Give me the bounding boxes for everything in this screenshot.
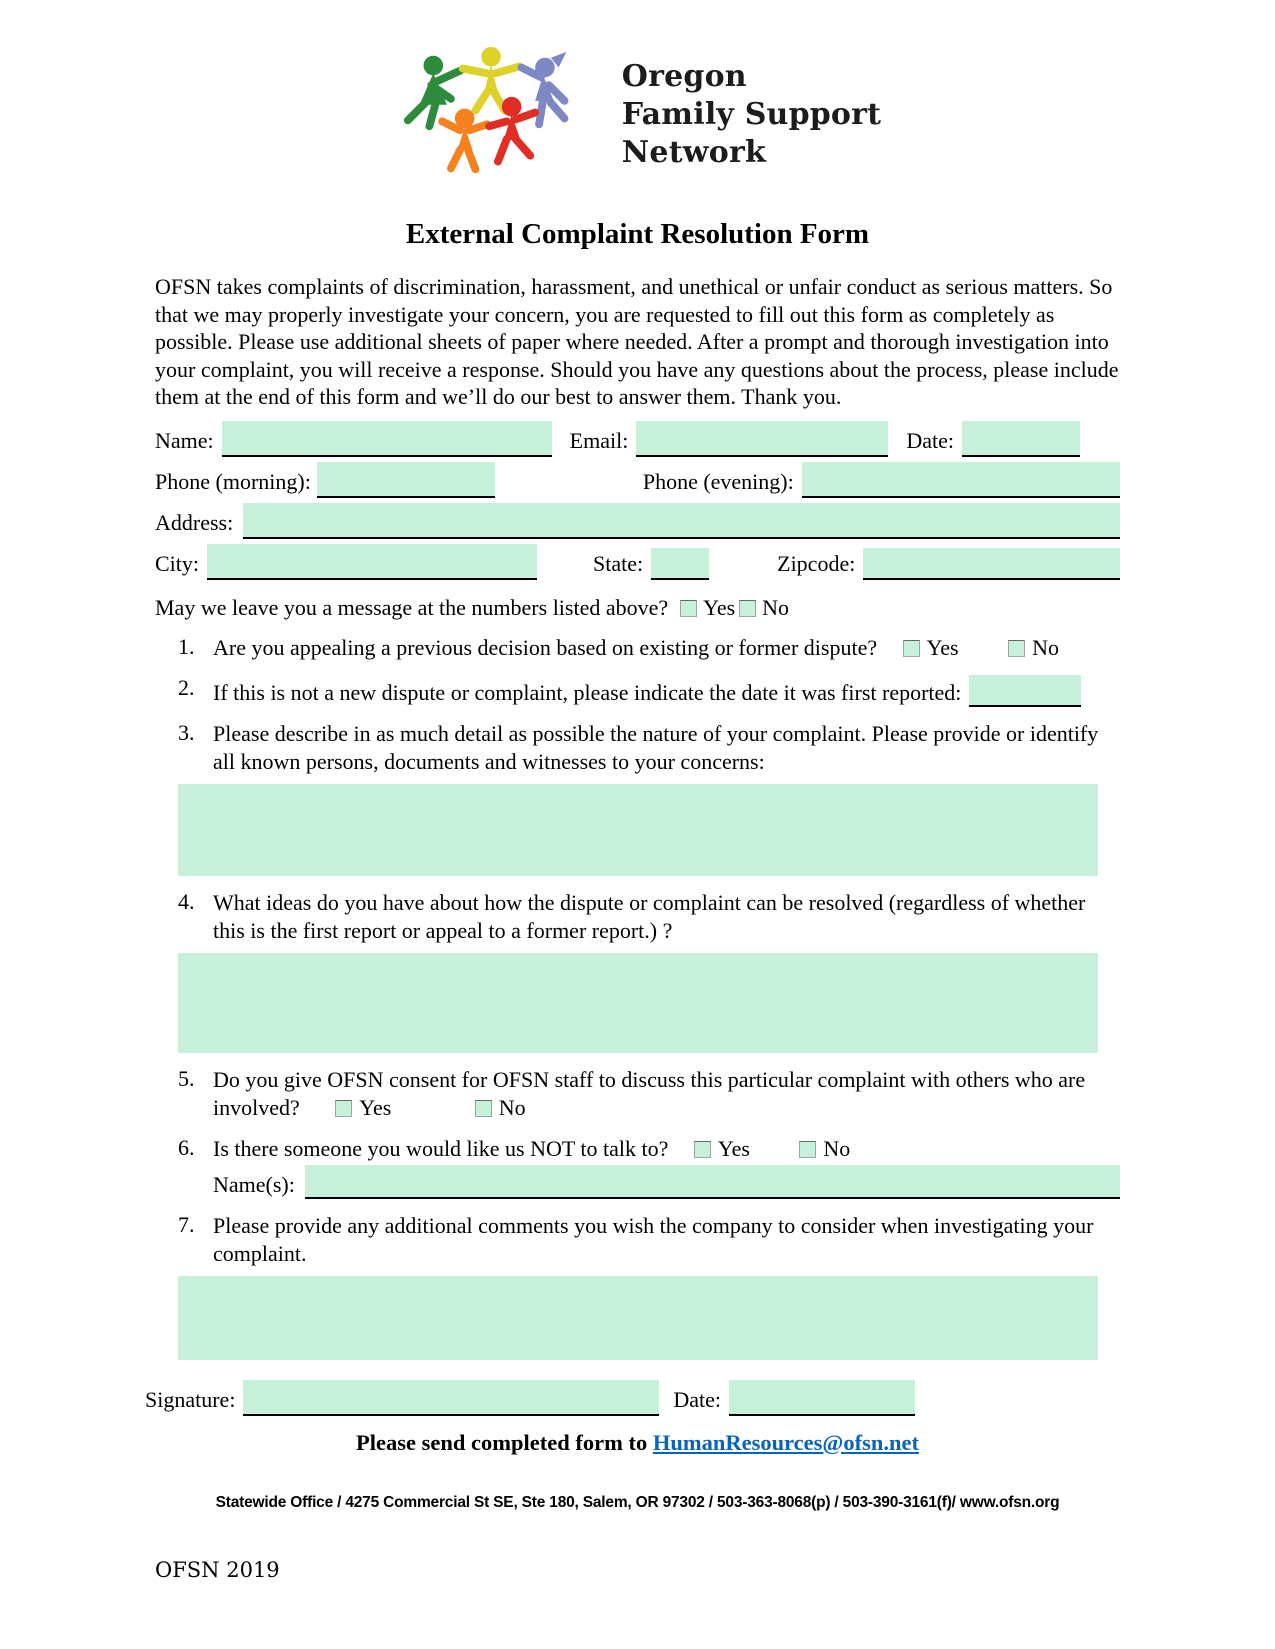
- phone-evening-label: Phone (evening):: [642, 468, 794, 494]
- question-1: [178, 634, 1120, 662]
- name-label: Name:: [155, 427, 214, 453]
- q1-no-checkbox[interactable]: [1008, 640, 1025, 657]
- question-7-text: Please provide any additional comments you wish the company to consider when investigating your complaint.: [213, 1212, 1094, 1266]
- date-field[interactable]: [962, 421, 1080, 457]
- state-field[interactable]: [651, 548, 709, 580]
- send-instruction-prefix: Please send completed form to: [356, 1429, 653, 1455]
- q6-no-label: No: [823, 1135, 851, 1161]
- brand-line-1: Oregon: [621, 59, 747, 94]
- question-7-number: 7.: [178, 1211, 195, 1237]
- question-5-number: 5.: [178, 1065, 195, 1091]
- header: [0, 0, 1275, 186]
- brand-line-2: Family Support: [621, 97, 882, 132]
- q3-details-textarea[interactable]: [178, 784, 1098, 876]
- date-label: Date:: [906, 427, 954, 453]
- q4-resolution-textarea[interactable]: [178, 953, 1098, 1053]
- question-4: [178, 889, 1120, 945]
- q5-no-checkbox[interactable]: [475, 1100, 492, 1117]
- question-3-text: Please describe in as much detail as possible the nature of your complaint. Please provide or identify all known persons, documents and witnesses to your concerns:: [213, 720, 1099, 774]
- question-2: [178, 675, 1120, 707]
- question-6: [178, 1135, 1120, 1199]
- q6-names-label: Name(s):: [213, 1171, 295, 1197]
- q6-no-checkbox[interactable]: [799, 1141, 816, 1158]
- question-5: [178, 1066, 1120, 1122]
- hr-email-link[interactable]: HumanResources@ofsn.net: [652, 1429, 919, 1455]
- message-yes-checkbox[interactable]: [680, 600, 697, 617]
- q2-date-reported-field[interactable]: [969, 675, 1081, 707]
- signature-label: Signature:: [145, 1386, 236, 1412]
- q6-yes-checkbox[interactable]: [694, 1141, 711, 1158]
- state-label: State:: [593, 550, 644, 576]
- phone-evening-field[interactable]: [802, 462, 1120, 498]
- q1-yes-label: Yes: [926, 634, 959, 660]
- email-field[interactable]: [636, 421, 888, 457]
- email-label: Email:: [569, 427, 629, 453]
- question-7: [178, 1212, 1120, 1268]
- signature-row: [145, 1380, 915, 1416]
- q5-yes-checkbox[interactable]: [335, 1100, 352, 1117]
- q5-no-label: No: [498, 1094, 526, 1120]
- zipcode-label: Zipcode:: [777, 550, 856, 576]
- q1-yes-checkbox[interactable]: [903, 640, 920, 657]
- name-field[interactable]: [222, 421, 552, 457]
- question-2-text: If this is not a new dispute or complaint, please indicate the date it was first reported:: [213, 679, 962, 705]
- ofsn-logo: [394, 44, 594, 186]
- question-1-text: Are you appealing a previous decision based on existing or former dispute?: [213, 634, 878, 660]
- question-2-number: 2.: [178, 674, 195, 700]
- question-3-number: 3.: [178, 719, 195, 745]
- message-permission-row: [155, 595, 1120, 621]
- question-1-number: 1.: [178, 633, 195, 659]
- question-4-number: 4.: [178, 888, 195, 914]
- office-footer: Statewide Office / 4275 Commercial St SE, Ste 180, Salem, OR 97302 / 503-363-8068(p) / 503-390-3161(f)/ www.ofsn.org: [215, 1493, 1060, 1511]
- phone-morning-label: Phone (morning):: [155, 468, 311, 494]
- contact-fields: [155, 421, 1120, 580]
- message-question: May we leave you a message at the numbers listed above?: [155, 594, 669, 620]
- send-instruction: [0, 1430, 1275, 1456]
- question-6-number: 6.: [178, 1134, 195, 1160]
- message-no-label: No: [762, 594, 790, 620]
- row-address: [155, 503, 1120, 539]
- row-phones: [155, 462, 1120, 498]
- brand-name: [622, 44, 881, 172]
- brand-line-3: Network: [621, 135, 766, 170]
- zipcode-field[interactable]: [863, 548, 1120, 580]
- row-name-email-date: [155, 421, 1120, 457]
- phone-morning-field[interactable]: [317, 462, 495, 498]
- signature-field[interactable]: [243, 1380, 659, 1416]
- doc-version: OFSN 2019: [155, 1558, 280, 1582]
- question-6-text: Is there someone you would like us NOT to talk to?: [213, 1135, 669, 1161]
- question-3: [178, 720, 1120, 776]
- city-field[interactable]: [207, 544, 537, 580]
- signature-date-field[interactable]: [729, 1380, 915, 1416]
- question-list: [178, 634, 1120, 1360]
- q6-yes-label: Yes: [717, 1135, 750, 1161]
- signature-date-label: Date:: [673, 1386, 722, 1412]
- q1-no-label: No: [1032, 634, 1059, 660]
- q6-names-field[interactable]: [305, 1165, 1120, 1199]
- message-no-checkbox[interactable]: [739, 600, 756, 617]
- question-5-text: Do you give OFSN consent for OFSN staff to discuss this particular complaint with others who are involved?: [213, 1066, 1086, 1120]
- dancing-figures-icon: [394, 44, 594, 186]
- q6-names-row: [213, 1165, 1120, 1199]
- address-field[interactable]: [243, 503, 1120, 539]
- city-label: City:: [155, 550, 200, 576]
- q7-comments-textarea[interactable]: [178, 1276, 1098, 1360]
- row-city-state-zip: [155, 544, 1120, 580]
- q5-yes-label: Yes: [359, 1094, 392, 1120]
- intro-paragraph: OFSN takes complaints of discrimination, harassment, and unethical or unfair conduct as serious matters. So that we may properly investigate your concern, you are requested to fill out this form as completely as possible. Please use additional sheets of paper where needed. After a prompt and thorough investigation into your complaint, you will receive a response. Should you have any questions about the process, please include them at the end of this form and we’ll do our best to answer them. Thank you.: [155, 274, 1119, 409]
- question-4-text: What ideas do you have about how the dispute or complaint can be resolved (regardless of whether this is the first report or appeal to a former report.) ?: [213, 889, 1086, 943]
- message-yes-label: Yes: [703, 594, 736, 620]
- page-title: External Complaint Resolution Form: [405, 218, 870, 250]
- address-label: Address:: [155, 509, 234, 535]
